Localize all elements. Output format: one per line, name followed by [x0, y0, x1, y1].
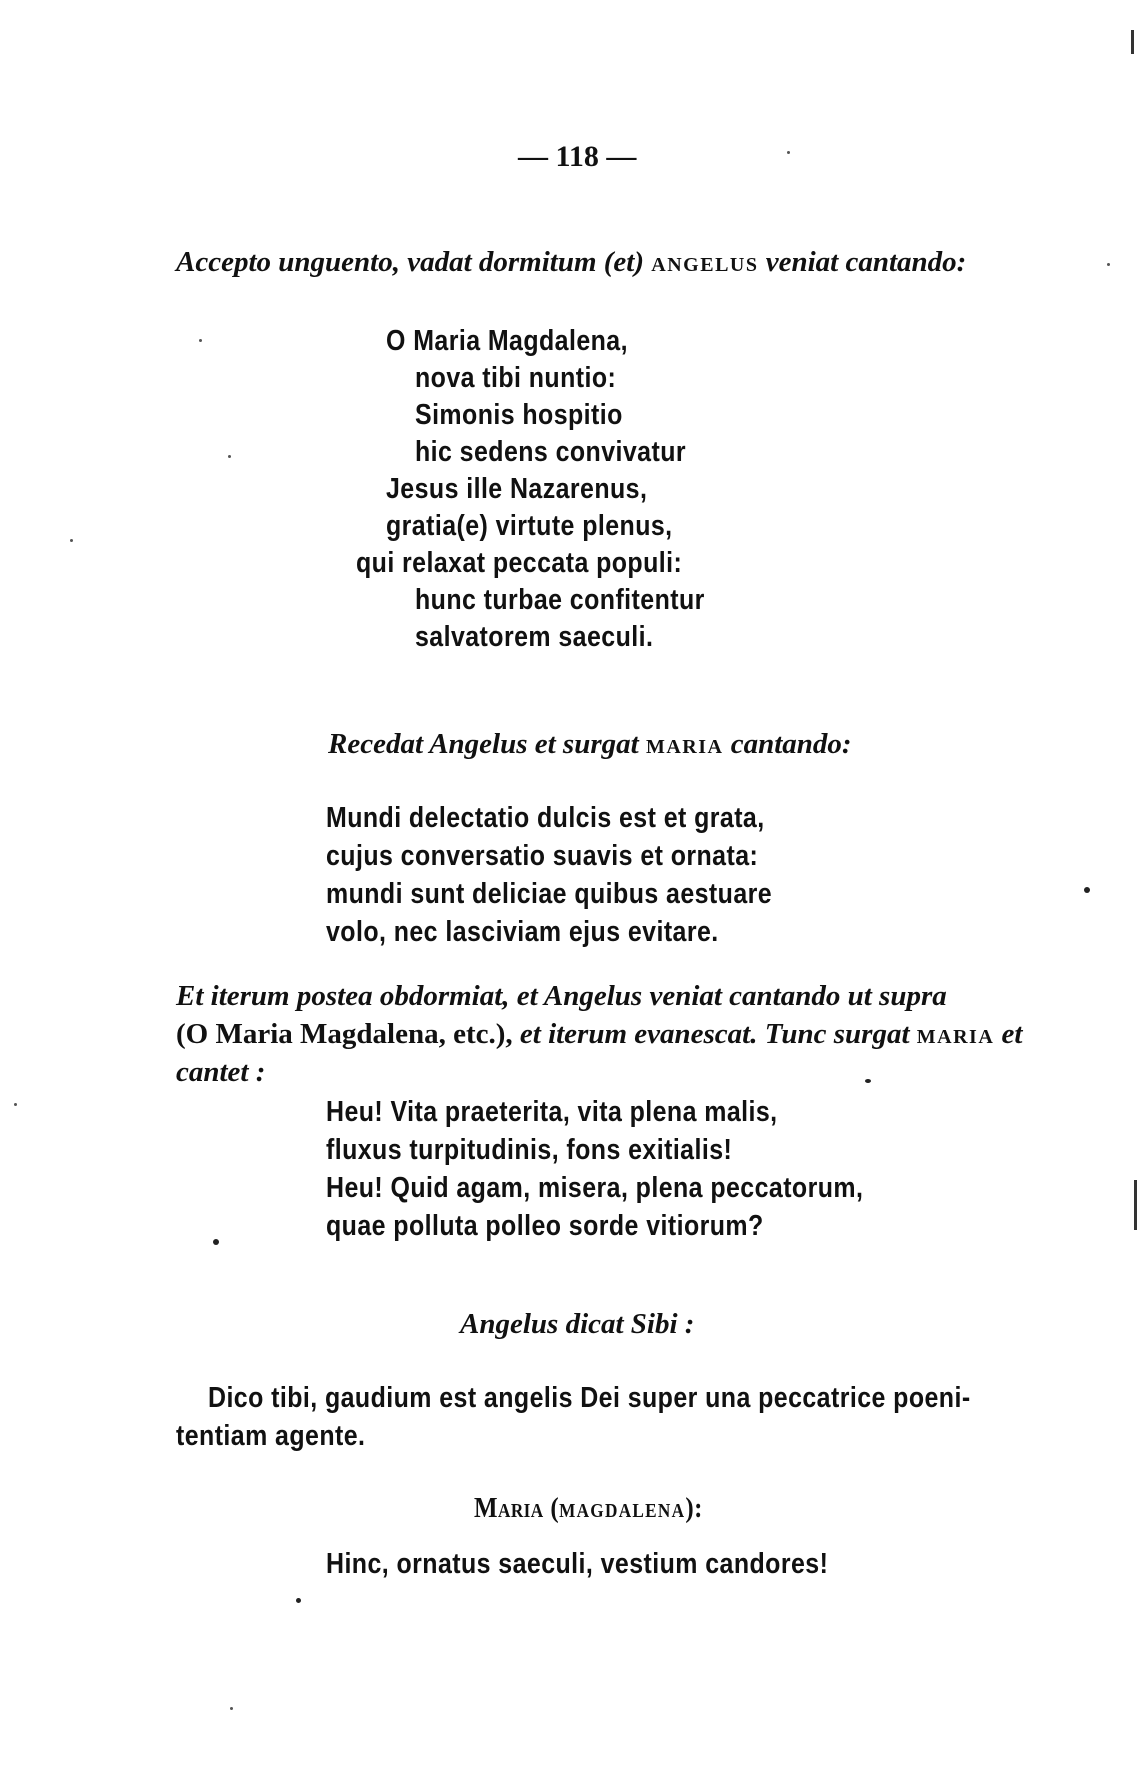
verse-line: hic sedens convivatur: [415, 436, 687, 468]
scan-speck: [230, 1707, 233, 1710]
scan-speck: [787, 151, 790, 154]
scan-edge-mark: [1131, 30, 1134, 54]
verse-line: Heu! Vita praeterita, vita plena malis,: [326, 1096, 778, 1128]
scan-speck: [865, 1079, 871, 1083]
verse-line: Heu! Quid agam, misera, plena peccatorum,: [326, 1172, 864, 1204]
rubric-stage-direction-3-cont: (O Maria Magdalena, etc.), et iterum evanescat. Tunc surgat MARIA et: [176, 1018, 1023, 1050]
scan-edge-mark: [1134, 1180, 1137, 1230]
verse-line: cujus conversatio suavis et ornata:: [326, 840, 759, 872]
verse-line: mundi sunt deliciae quibus aestuare: [326, 878, 773, 910]
verse-line: nova tibi nuntio:: [415, 362, 617, 394]
speaker-heading: Maria (MAGDALENA):: [474, 1492, 703, 1524]
scan-speck: [213, 1239, 219, 1245]
prose-line: tentiam agente.: [176, 1420, 366, 1452]
scan-speck: [70, 539, 73, 542]
page-number: — 118 —: [518, 140, 637, 173]
verse-line: Jesus ille Nazarenus,: [386, 473, 648, 505]
verse-line: hunc turbae confitentur: [415, 584, 705, 616]
verse-line: fluxus turpitudinis, fons exitialis!: [326, 1134, 733, 1166]
verse-line: volo, nec lasciviam ejus evitare.: [326, 916, 719, 948]
rubric-stage-direction-3: Et iterum postea obdormiat, et Angelus veniat cantando ut supra: [176, 980, 947, 1012]
scan-speck: [14, 1103, 17, 1106]
verse-line: quae polluta polleo sorde vitiorum?: [326, 1210, 764, 1242]
rubric-stage-direction-2: Recedat Angelus et surgat MARIA cantando:: [328, 728, 852, 760]
verse-line: Simonis hospitio: [415, 399, 623, 431]
scan-speck: [1084, 887, 1090, 893]
rubric-stage-direction-3-end: cantet :: [176, 1056, 266, 1088]
verse-line: Mundi delectatio dulcis est et grata,: [326, 802, 765, 834]
verse-line: Hinc, ornatus saeculi, vestium candores!: [326, 1548, 829, 1580]
prose-line: Dico tibi, gaudium est angelis Dei super una peccatrice poeni-: [208, 1382, 971, 1414]
verse-line: O Maria Magdalena,: [386, 325, 628, 357]
verse-line: qui relaxat peccata populi:: [356, 547, 683, 579]
scan-speck: [1107, 263, 1110, 266]
scan-speck: [296, 1598, 301, 1603]
scan-speck: [199, 339, 202, 342]
scan-speck: [228, 455, 231, 458]
verse-line: gratia(e) virtute plenus,: [386, 510, 673, 542]
verse-line: salvatorem saeculi.: [415, 621, 654, 653]
rubric-stage-direction-4: Angelus dicat Sibi :: [460, 1308, 695, 1340]
rubric-stage-direction-1: Accepto unguento, vadat dormitum (et) ANGELUS veniat cantando:: [176, 246, 967, 278]
